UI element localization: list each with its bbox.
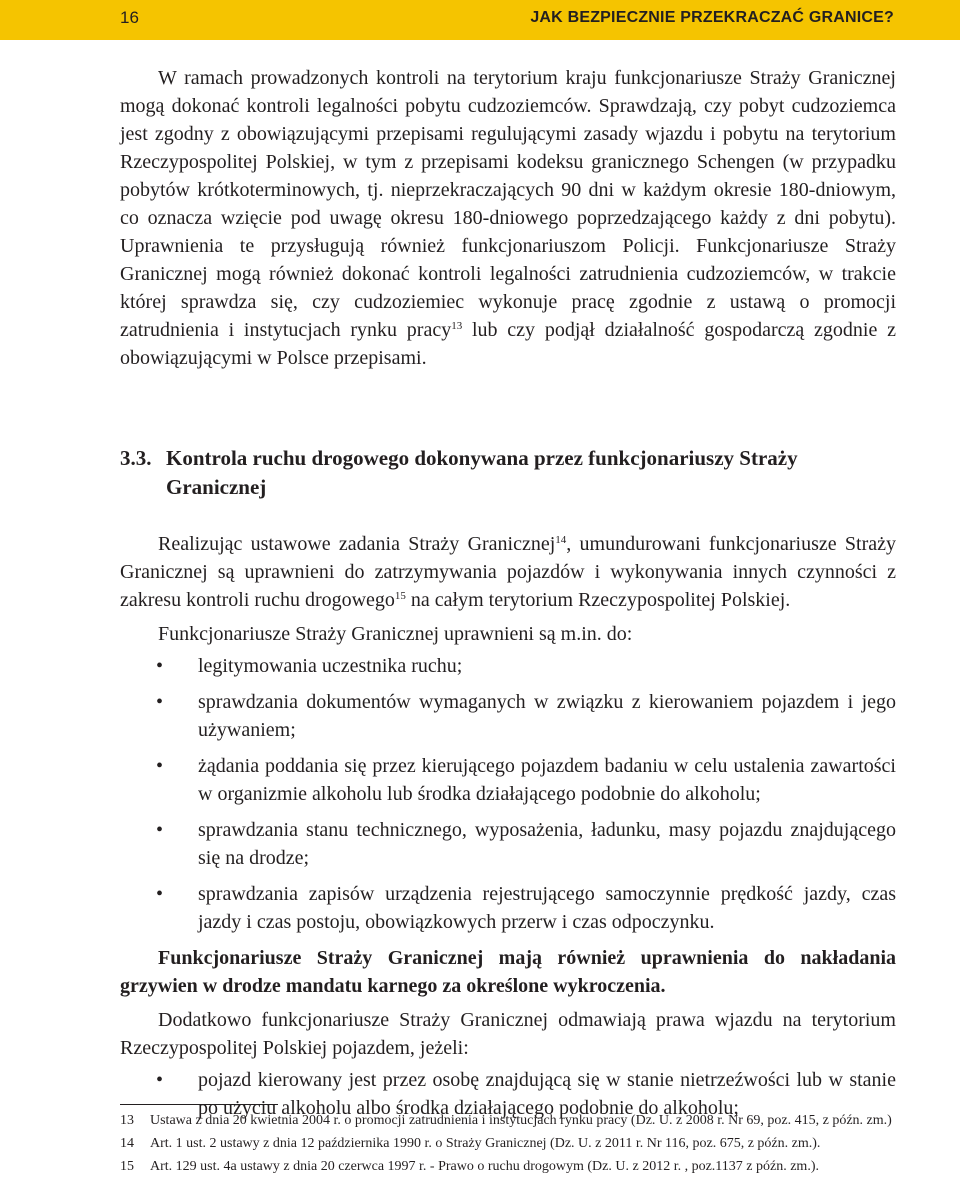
footnote-number: 14 — [120, 1136, 134, 1151]
footnote-divider — [120, 1104, 278, 1105]
paragraph-text: lub czy podjął działalność gospodarczą zgodnie z obowiązującymi w Polsce przepisami. — [120, 319, 897, 369]
footnote-text: Ustawa z dnia 20 kwietnia 2004 r. o promocji zatrudnienia i instytucjach rynku pracy (Dz. U. z 2008 r. Nr 69, poz. 415, z późn. zm.) — [150, 1113, 892, 1128]
footnote-number: 15 — [120, 1159, 134, 1174]
paragraph-fines: Funkcjonariusze Straży Granicznej mają również uprawnienia do nakładania grzywien w drodze mandatu karnego za określone wykroczenia. — [120, 947, 896, 997]
list-item-text: żądania poddania się przez kierującego pojazdem badaniu w celu ustalenia zawartości w organizmie alkoholu lub środka działającego podobnie do alkoholu; — [198, 755, 896, 805]
list-item-text: sprawdzania zapisów urządzenia rejestrującego samoczynnie prędkość jazdy, czas jazdy i czas postoju, obowiązkowych przerw i czas odpoczynku. — [198, 883, 896, 933]
paragraph-legality-checks — [120, 64, 896, 372]
bullet-icon: • — [156, 819, 164, 841]
header-bar — [0, 0, 960, 40]
paragraph-text: na całym terytorium Rzeczypospolitej Polskiej. — [405, 589, 791, 611]
bullet-icon: • — [156, 755, 164, 777]
footnotes — [120, 1111, 896, 1180]
powers-list — [120, 652, 896, 936]
footnote-ref-13[interactable]: 13 — [451, 320, 463, 332]
footnote-text: Art. 129 ust. 4a ustawy z dnia 20 czerwca 1997 r. - Prawo o ruchu drogowym (Dz. U. z 2012 r. , poz.1137 z późn. zm.). — [150, 1159, 819, 1174]
list-item — [120, 880, 896, 936]
paragraph-entry-refusal: Dodatkowo funkcjonariusze Straży Granicznej odmawiają prawa wjazdu na terytorium Rzeczypospolitej Polskiej pojazdem, jeżeli: — [120, 1009, 896, 1059]
bullet-icon: • — [156, 655, 164, 677]
bullet-icon: • — [156, 1069, 164, 1091]
section-heading — [120, 444, 896, 502]
footnote-text: Art. 1 ust. 2 ustawy z dnia 12 października 1990 r. o Straży Granicznej (Dz. U. z 2011 r. Nr 116, poz. 675, z późn. zm.). — [150, 1136, 821, 1151]
footnote-ref-14[interactable]: 14 — [555, 534, 567, 546]
page-content — [120, 64, 896, 1130]
list-item-text: legitymowania uczestnika ruchu; — [198, 655, 463, 677]
footnote-ref-15[interactable]: 15 — [394, 590, 406, 602]
list-item — [120, 752, 896, 808]
paragraph-text: Realizując ustawowe zadania Straży Granicznej — [158, 533, 556, 555]
list-item — [120, 652, 896, 680]
paragraph-traffic-control — [120, 530, 896, 614]
list-item-text: pojazd kierowany jest przez osobę znajdującą się w stanie nietrzeźwości lub w stanie po użyciu alkoholu albo środka działającego podobnie do alkoholu; — [198, 1069, 896, 1119]
bullet-icon: • — [156, 691, 164, 713]
paragraph-text: W ramach prowadzonych kontroli na terytorium kraju funkcjonariusze Straży Granicznej mogą dokonać kontroli legalności pobytu cudzoziemców. Sprawdzają, czy pobyt cudzoziemca jest zgodny z obowiązującymi przepisami regulującymi zasady wjazdu i pobytu na terytorium Rzeczypospolitej Polskiej, w tym z przepisami kodeksu granicznego Schengen (w przypadku pobytów krótkoterminowych, tj. nieprzekraczających 90 dni w każdym okresie 180-dniowym, co oznacza wzięcie pod uwagę okresu 180-dniowego poprzedzającego każdy z dni pobytu). Uprawnienia te przysługują również funkcjonariuszom Policji. Funkcjonariusze Straży Granicznej mogą również dokonać kontroli legalności zatrudnienia cudzoziemców, w trakcie której sprawdza się, czy cudzoziemiec wykonuje pracę zgodnie z ustawą o promocji zatrudnienia i instytucjach rynku pracy — [120, 67, 896, 341]
footnote-14 — [120, 1134, 896, 1153]
running-title: JAK BEZPIECZNIE PRZEKRACZAĆ GRANICE? — [530, 9, 894, 26]
list-item-text: sprawdzania dokumentów wymaganych w związku z kierowaniem pojazdem i jego używaniem; — [198, 691, 896, 741]
page-number: 16 — [120, 8, 139, 27]
section-number: 3.3. — [120, 446, 152, 470]
footnote-15 — [120, 1157, 896, 1176]
footnote-number: 13 — [120, 1113, 134, 1128]
bullet-icon: • — [156, 883, 164, 905]
paragraph-text: , umundurowani funkcjonariusze Straży Granicznej są uprawnieni do zatrzymywania pojazdów i wykonywania innych czynności z zakresu kontroli ruchu drogowego — [120, 533, 896, 611]
paragraph-powers-intro: Funkcjonariusze Straży Granicznej uprawnieni są m.in. do: — [158, 623, 633, 645]
footnote-13 — [120, 1111, 896, 1130]
list-item — [120, 816, 896, 872]
list-item-text: sprawdzania stanu technicznego, wyposażenia, ładunku, masy pojazdu znajdującego się na drodze; — [198, 819, 896, 869]
list-item — [120, 688, 896, 744]
section-title: Kontrola ruchu drogowego dokonywana przez funkcjonariuszy Straży Granicznej — [166, 446, 798, 499]
